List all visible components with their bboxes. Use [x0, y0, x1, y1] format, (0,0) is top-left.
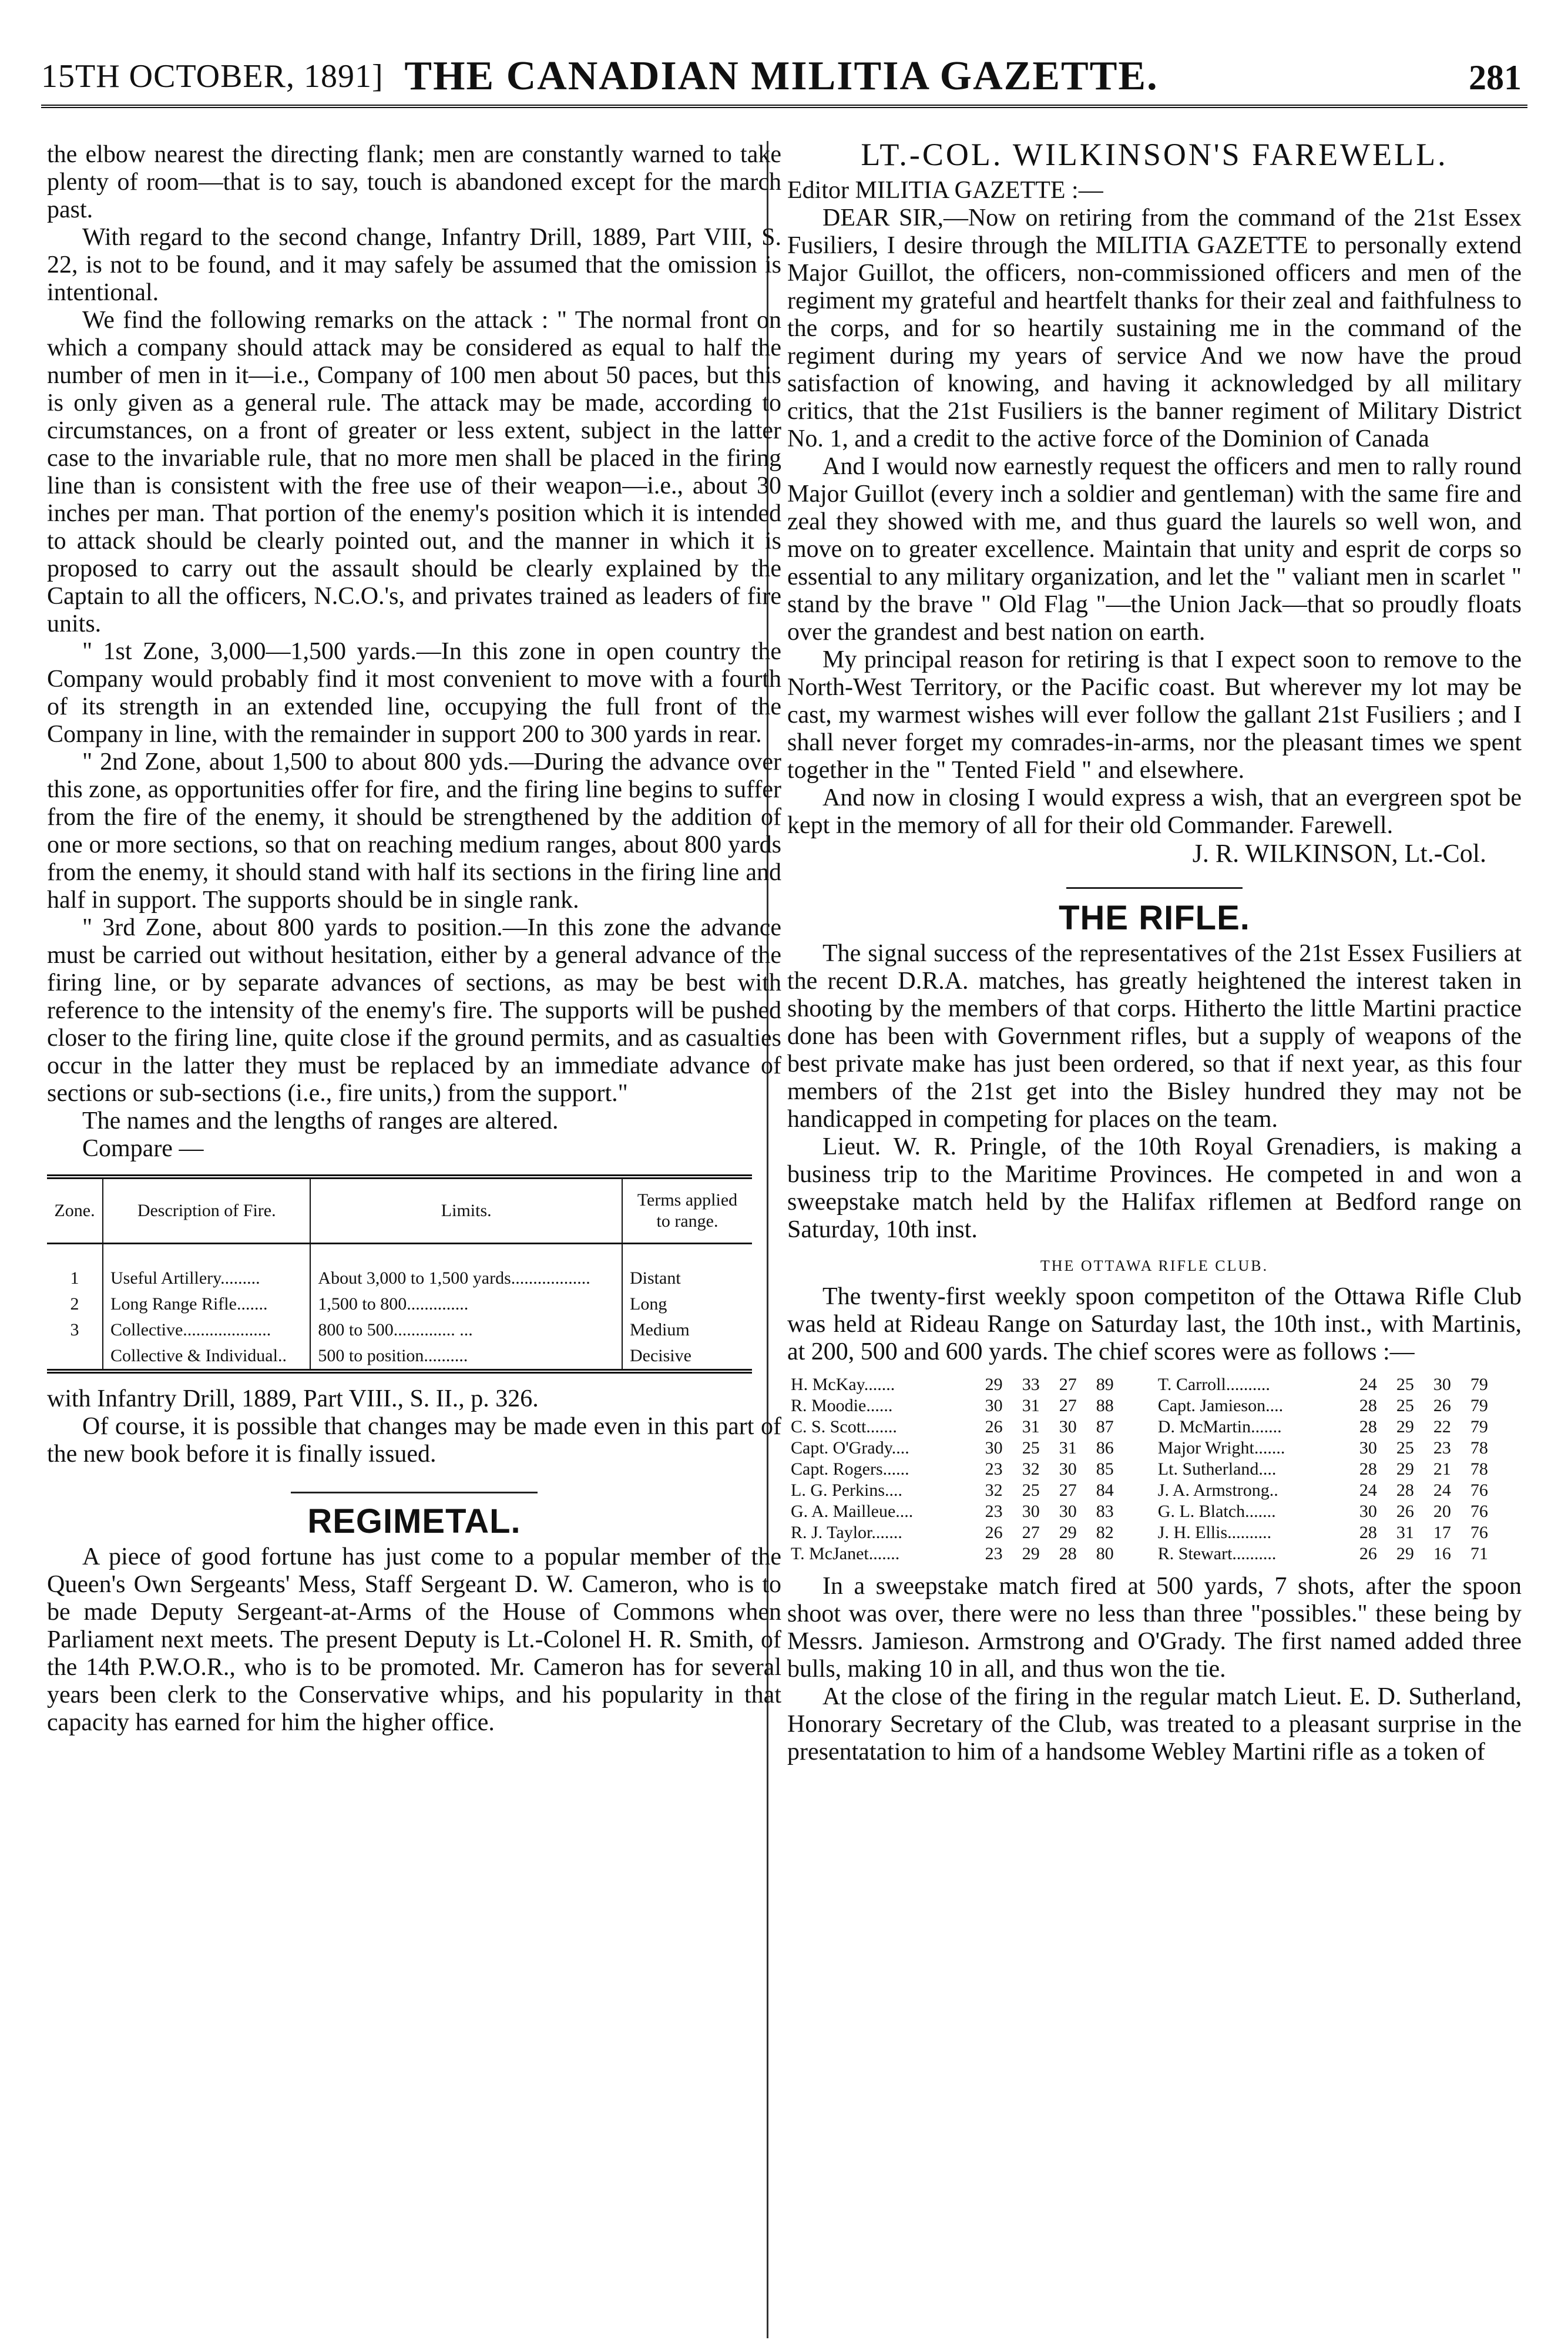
range-score: 29 — [1396, 1544, 1414, 1563]
table-cell: Collective & Individual.. — [103, 1343, 310, 1371]
range-score: 29 — [1396, 1459, 1414, 1479]
range-score: 32 — [1022, 1459, 1040, 1479]
section-heading: LT.-COL. WILKINSON'S FAREWELL. — [861, 137, 1448, 172]
table-cell: Long Range Rifle....... — [103, 1291, 310, 1317]
range-score: 26 — [985, 1417, 1003, 1436]
table-row — [787, 1374, 1504, 1395]
range-score: 31 — [1022, 1417, 1040, 1436]
total-score: 86 — [1096, 1438, 1114, 1458]
paragraph: " 2nd Zone, about 1,500 to about 800 yds.—During the advance over this zone, as opportunities offer for fire, and the firing line begins to suffer from the fire of the enemy, it should be strengthened by the addition of one or more sections, so that on reaching medium ranges, about 800 yards from the enemy, it should stand with half its sections in the firing line and half in support. The supports should be in single rank. — [47, 748, 781, 914]
total-score: 79 — [1470, 1375, 1488, 1394]
range-score: 30 — [1359, 1502, 1377, 1521]
range-score: 24 — [1433, 1480, 1451, 1500]
range-score: 25 — [1396, 1396, 1414, 1415]
range-score: 30 — [1059, 1502, 1077, 1521]
column-gap — [1130, 1459, 1154, 1480]
paragraph: We find the following remarks on the attack : " The normal front on which a company should attack may be considered as equal to half the number of men in it—i.e., Company of 100 men about 50 paces, but this is only given as a general rule. The attack may be made, according to circumstances, on a front of greater or less extent, subject in the latter case to the invariable rule, that no more men shall be placed in the firing line than is consistent with the free use of their weapon—i.e., about 30 inches per man. That portion of the enemy's position which it is intended to attack should be clearly pointed out, and the manner in which it is proposed to carry out the assault should be clearly explained by the Captain to all the officers, N.C.O.'s, and privates trained as leaders of fire units. — [47, 307, 781, 637]
shooter-name: Capt. O'Grady.... — [791, 1438, 909, 1458]
shooter-name: L. G. Perkins.... — [791, 1480, 902, 1500]
table-row — [47, 1291, 752, 1317]
column-gap — [1130, 1501, 1154, 1522]
paragraph: The names and the lengths of ranges are altered. — [82, 1107, 559, 1134]
column-gap — [1130, 1543, 1154, 1565]
table-header: Zone. — [54, 1201, 95, 1220]
table-cell: Medium — [622, 1317, 752, 1343]
paragraph: In a sweepstake match fired at 500 yards, 7 shots, after the spoon shoot was over, there were no less than three "possibles." these being by Messrs. Jamieson. Armstrong and O'Grady. The first named added three bulls, making 10 in all, and thus won the tie. — [787, 1573, 1522, 1683]
table-row — [47, 1343, 752, 1371]
total-score: 78 — [1470, 1459, 1488, 1479]
range-score: 33 — [1022, 1375, 1040, 1394]
table-cell: Useful Artillery......... — [103, 1244, 310, 1292]
table-header-row — [47, 1177, 752, 1244]
range-score: 28 — [1359, 1396, 1377, 1415]
range-score: 26 — [1396, 1502, 1414, 1521]
shooter-name: D. McMartin....... — [1157, 1417, 1282, 1436]
range-score: 23 — [985, 1544, 1003, 1563]
right-column — [787, 137, 1522, 1766]
table-cell — [47, 1343, 103, 1371]
range-score: 32 — [985, 1480, 1003, 1500]
shooter-name: T. Carroll.......... — [1157, 1375, 1270, 1394]
table-cell: 1,500 to 800.............. — [310, 1291, 622, 1317]
table-cell: About 3,000 to 1,500 yards.................. — [310, 1244, 622, 1292]
paragraph: the elbow nearest the directing flank; men are constantly warned to take plenty of room—that is to say, touch is abandoned except for the march past. — [47, 141, 781, 223]
range-score: 16 — [1433, 1544, 1451, 1563]
total-score: 79 — [1470, 1417, 1488, 1436]
paragraph: My principal reason for retiring is that I expect soon to remove to the North-West Territory, or the Pacific coast. But wherever my lot may be cast, my warmest wishes will ever follow the gallant 21st Fusiliers ; and I shall never forget my comrades-in-arms, nor the pleasant times we spent together in the " Tented Field " and elsewhere. — [787, 646, 1522, 784]
table-cell: 500 to position.......... — [310, 1343, 622, 1371]
total-score: 71 — [1470, 1544, 1488, 1563]
total-score: 83 — [1096, 1502, 1114, 1521]
range-score: 30 — [1022, 1502, 1040, 1521]
table-cell: 800 to 500.............. ... — [310, 1317, 622, 1343]
range-score: 29 — [985, 1375, 1003, 1394]
range-score: 25 — [1022, 1438, 1040, 1458]
range-score: 24 — [1359, 1375, 1377, 1394]
table-cell: Long — [622, 1291, 752, 1317]
shooter-name: G. L. Blatch....... — [1157, 1502, 1276, 1521]
table-cell: Distant — [622, 1244, 752, 1292]
range-score: 31 — [1059, 1438, 1077, 1458]
section-rule — [1066, 887, 1243, 889]
shooter-name: R. Moodie...... — [791, 1396, 893, 1415]
total-score: 87 — [1096, 1417, 1114, 1436]
total-score: 85 — [1096, 1459, 1114, 1479]
total-score: 84 — [1096, 1480, 1114, 1500]
table-row — [787, 1438, 1504, 1459]
paragraph: And I would now earnestly request the officers and men to rally round Major Guillot (every inch a soldier and gentleman) with the same fire and zeal they showed with me, and thus guard the laurels so well won, and move on to greater excellence. Maintain that unity and esprit de corps so essential to any military organization, and let the " valiant men in scarlet " stand by the brave " Old Flag "—the Union Jack—that so proudly floats over the grandest and best nation on earth. — [787, 453, 1522, 646]
scores-table — [787, 1374, 1504, 1565]
table-row — [787, 1501, 1504, 1522]
range-score: 26 — [985, 1523, 1003, 1542]
range-score: 27 — [1059, 1480, 1077, 1500]
range-score: 30 — [985, 1438, 1003, 1458]
left-column — [47, 141, 781, 1737]
shooter-name: R. J. Taylor....... — [791, 1523, 902, 1542]
paragraph: At the close of the firing in the regular match Lieut. E. D. Sutherland, Honorary Secretary of the Club, was treated to a pleasant surprise in the presentatation to him of a handsome Webley Martini rifle as a token of — [787, 1683, 1522, 1765]
shooter-name: T. McJanet....... — [791, 1544, 900, 1563]
range-score: 30 — [1433, 1375, 1451, 1394]
table-header: Limits. — [310, 1177, 622, 1244]
range-score: 29 — [1022, 1544, 1040, 1563]
paragraph: DEAR SIR,—Now on retiring from the command of the 21st Essex Fusiliers, I desire through the MILITIA GAZETTE to personally extend Major Guillot, the officers, non-commissioned officers and men of the regiment my grateful and heartfelt thanks for their zeal and faithfulness to the corps, and for so heartily sustaining me in the command of the regiment during my years of service And we now have the proud satisfaction of knowing, and having it acknowledged by all military critics, that the 21st Fusiliers is the banner regiment of Military District No. 1, and a credit to the active force of the Dominion of Canada — [787, 204, 1522, 452]
table-cell: 3 — [70, 1320, 79, 1340]
shooter-name: Capt. Jamieson.... — [1157, 1396, 1284, 1415]
range-score: 26 — [1359, 1544, 1377, 1563]
range-score: 28 — [1396, 1480, 1414, 1500]
publication-title: THE CANADIAN MILITIA GAZETTE. — [404, 53, 1159, 99]
shooter-name: G. A. Mailleue.... — [791, 1502, 914, 1521]
range-score: 28 — [1359, 1523, 1377, 1542]
table-cell: 1 — [70, 1268, 79, 1288]
range-score: 30 — [985, 1396, 1003, 1415]
range-score: 28 — [1359, 1417, 1377, 1436]
range-score: 31 — [1396, 1523, 1414, 1542]
range-score: 22 — [1433, 1417, 1451, 1436]
range-score: 30 — [1059, 1417, 1077, 1436]
range-score: 27 — [1059, 1396, 1077, 1415]
range-score: 30 — [1059, 1459, 1077, 1479]
salutation: Editor MILITIA GAZETTE :— — [787, 177, 1103, 204]
total-score: 89 — [1096, 1375, 1114, 1394]
paragraph: With regard to the second change, Infantry Drill, 1889, Part VIII, S. 22, is not to be found, and it may safely be assumed that the omission is intentional. — [47, 224, 781, 306]
paragraph: The twenty-first weekly spoon competiton of the Ottawa Rifle Club was held at Rideau Range on Saturday last, the 10th inst., with Martinis, at 200, 500 and 600 yards. The chief scores were as follows :— — [787, 1283, 1522, 1365]
shooter-name: J. H. Ellis.......... — [1157, 1523, 1272, 1542]
column-gap — [1130, 1480, 1154, 1501]
signature: J. R. WILKINSON, Lt.-Col. — [1192, 839, 1486, 868]
shooter-name: Capt. Rogers...... — [791, 1459, 909, 1479]
shooter-name: Major Wright....... — [1157, 1438, 1285, 1458]
shooter-name: J. A. Armstrong.. — [1157, 1480, 1278, 1500]
shooter-name: H. McKay....... — [791, 1375, 895, 1394]
table-row — [47, 1317, 752, 1343]
table-cell: 2 — [70, 1294, 79, 1314]
range-score: 21 — [1433, 1459, 1451, 1479]
range-score: 24 — [1359, 1480, 1377, 1500]
paragraph: with Infantry Drill, 1889, Part VIII., S. II., p. 326. — [47, 1385, 539, 1412]
total-score: 76 — [1470, 1502, 1488, 1521]
range-score: 25 — [1396, 1375, 1414, 1394]
range-score: 29 — [1396, 1417, 1414, 1436]
paragraph: " 3rd Zone, about 800 yards to position.—In this zone the advance must be carried out without hesitation, either by a general advance of the firing line, or by separate advances of sections, as may be best with reference to the intensity of the enemy's fire. The supports will be pushed closer to the firing line, quite close if the ground permits, and as casualties occur in the latter they must be replaced by an immediate advance of sections or sub-sections (i.e., fire units,) from the support." — [47, 914, 781, 1107]
masthead — [41, 35, 1522, 99]
total-score: 76 — [1470, 1523, 1488, 1542]
shooter-name: Lt. Sutherland.... — [1157, 1459, 1277, 1479]
section-heading: THE RIFLE. — [1059, 899, 1250, 937]
range-score: 27 — [1059, 1375, 1077, 1394]
range-score: 29 — [1059, 1523, 1077, 1542]
range-score: 28 — [1359, 1459, 1377, 1479]
page-number: 281 — [1469, 58, 1522, 97]
paragraph: Lieut. W. R. Pringle, of the 10th Royal Grenadiers, is making a business trip to the Maritime Provinces. He competed in and won a sweepstake match held by the Halifax riflemen at Bedford range on Saturday, 10th inst. — [787, 1133, 1522, 1243]
issue-date: 15TH OCTOBER, 1891] — [41, 58, 384, 95]
masthead-rule — [41, 105, 1527, 108]
table-header: Description of Fire. — [103, 1177, 310, 1244]
range-score: 25 — [1022, 1480, 1040, 1500]
table-row — [787, 1459, 1504, 1480]
total-score: 82 — [1096, 1523, 1114, 1542]
paragraph: And now in closing I would express a wish, that an evergreen spot be kept in the memory of all for their old Commander. Farewell. — [787, 784, 1522, 839]
table-row — [787, 1543, 1504, 1565]
table-header: Terms applied to range. — [622, 1177, 752, 1244]
total-score: 78 — [1470, 1438, 1488, 1458]
paragraph: Of course, it is possible that changes may be made even in this part of the new book before it is finally issued. — [47, 1413, 781, 1468]
range-score: 26 — [1433, 1396, 1451, 1415]
paragraph: The signal success of the representatives of the 21st Essex Fusiliers at the recent D.R.A. matches, has greatly heightened the interest taken in shooting by the members of that corps. Hitherto the little Martini practice done has been with Government rifles, but a supply of weapons of the best private make has just been ordered, so that if next year, as this four members of the 21st get into the Bisley hundred they may not be handicapped in competing for places on the team. — [787, 940, 1522, 1133]
range-score: 23 — [1433, 1438, 1451, 1458]
range-score: 20 — [1433, 1502, 1451, 1521]
column-gap — [1130, 1374, 1154, 1395]
column-gap — [1130, 1522, 1154, 1543]
paragraph: " 1st Zone, 3,000—1,500 yards.—In this zone in open country the Company would probably find it most convenient to move with a fourth of its strength in an extended line, occupying the full front of the Company in line, with the remainder in support 200 to 300 yards in rear. — [47, 638, 781, 748]
table-row — [787, 1522, 1504, 1543]
table-row — [787, 1395, 1504, 1416]
column-gap — [1130, 1395, 1154, 1416]
range-score: 17 — [1433, 1523, 1451, 1542]
total-score: 79 — [1470, 1396, 1488, 1415]
range-score: 25 — [1396, 1438, 1414, 1458]
table-cell: Collective.................... — [103, 1317, 310, 1343]
range-score: 30 — [1359, 1438, 1377, 1458]
subsection-heading: THE OTTAWA RIFLE CLUB. — [1040, 1257, 1269, 1274]
shooter-name: R. Stewart.......... — [1157, 1544, 1277, 1563]
column-gap — [1130, 1416, 1154, 1438]
range-score: 27 — [1022, 1523, 1040, 1542]
compare-label: Compare — — [82, 1135, 204, 1162]
table-cell: Decisive — [622, 1343, 752, 1371]
shooter-name: C. S. Scott....... — [791, 1417, 897, 1436]
table-row — [787, 1416, 1504, 1438]
column-gap — [1130, 1438, 1154, 1459]
total-score: 88 — [1096, 1396, 1114, 1415]
total-score: 80 — [1096, 1544, 1114, 1563]
range-score: 23 — [985, 1502, 1003, 1521]
table-row — [47, 1244, 752, 1292]
table-row — [787, 1480, 1504, 1501]
range-score: 23 — [985, 1459, 1003, 1479]
section-heading: REGIMETAL. — [307, 1502, 521, 1540]
range-score: 31 — [1022, 1396, 1040, 1415]
range-score: 28 — [1059, 1544, 1077, 1563]
total-score: 76 — [1470, 1480, 1488, 1500]
paragraph: A piece of good fortune has just come to a popular member of the Queen's Own Sergeants' Mess, Staff Sergeant D. W. Cameron, who is to be made Deputy Sergeant-at-Arms of the House of Commons when Parliament next meets. The present Deputy is Lt.-Colonel H. R. Smith, of the 14th P.W.O.R., who is to be promoted. Mr. Cameron has for several years been clerk to the Conservative whips, and his popularity in that capacity has earned for him the higher office. — [47, 1543, 781, 1736]
section-rule — [291, 1492, 538, 1493]
ranges-table — [47, 1174, 752, 1374]
